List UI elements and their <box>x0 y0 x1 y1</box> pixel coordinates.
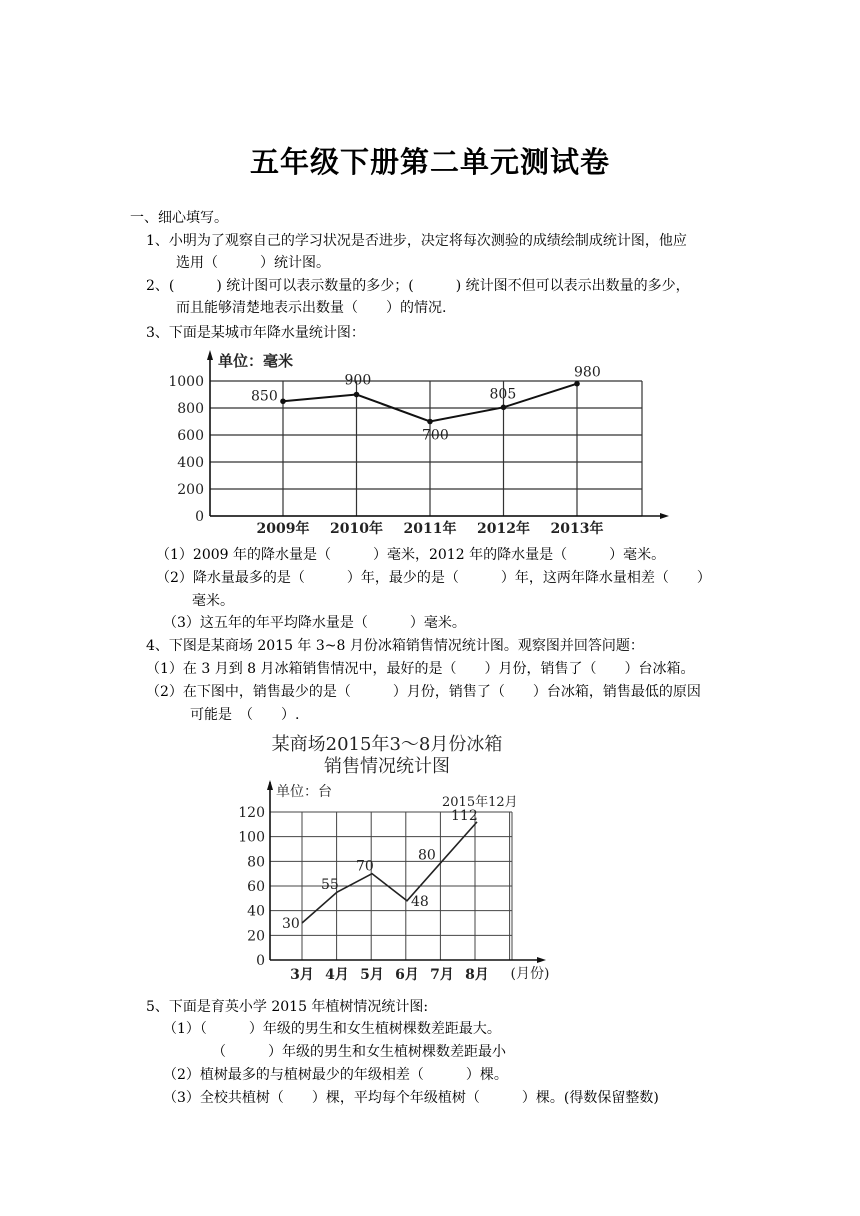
y-tick-label: 0 <box>256 953 265 969</box>
y-tick-label: 200 <box>177 482 204 498</box>
x-axis-arrow <box>660 513 669 519</box>
x-tick-label: 5月 <box>360 967 384 983</box>
y-axis-label: 单位：毫米 <box>218 352 294 370</box>
x-tick-label: 2012年 <box>477 521 530 537</box>
data-label: 900 <box>344 372 372 389</box>
data-label: 48 <box>411 893 429 910</box>
x-axis-label: (月份) <box>510 966 550 982</box>
x-axis-arrow <box>537 957 546 963</box>
data-point <box>574 381 580 387</box>
x-tick-label: 2011年 <box>403 521 457 537</box>
page-title: 五年级下册第二单元测试卷 <box>249 145 610 179</box>
x-tick-label: 3月 <box>290 967 314 983</box>
rainfall-line-chart <box>170 346 670 536</box>
data-label: 70 <box>356 858 374 875</box>
chart-annotation: 2015年12月 <box>442 795 518 810</box>
y-axis-arrow <box>207 350 213 360</box>
data-label: 112 <box>451 807 478 824</box>
data-label: 700 <box>422 427 449 444</box>
data-label: 850 <box>251 388 278 405</box>
y-tick-label: 0 <box>195 509 204 525</box>
x-tick-label: 2009年 <box>256 521 310 537</box>
y-axis-arrow <box>267 780 273 790</box>
fridge-sales-line-chart <box>232 730 572 983</box>
y-axis-label: 单位：台 <box>276 784 332 800</box>
question-5: 5、下面是育英小学 2015 年植树情况统计图: <box>146 999 429 1015</box>
question-5-2: （2）植树最多的与植树最少的年级相差（ ）棵。 <box>163 1067 508 1083</box>
question-5-3: （3）全校共植树（ ）棵，平均每个年级植树（ ）棵。(得数保留整数) <box>163 1090 659 1106</box>
chart-title: 某商场2015年3～8月份冰箱 <box>271 734 503 755</box>
section-heading: 一、细心填写。 <box>130 210 228 226</box>
question-1-cont: 选用（ ）统计图。 <box>176 255 330 271</box>
question-3: 3、下面是某城市年降水量统计图： <box>146 325 365 341</box>
y-tick-label: 100 <box>238 829 265 846</box>
data-point <box>280 398 286 404</box>
y-tick-label: 1000 <box>168 374 204 390</box>
x-tick-label: 2010年 <box>330 521 383 537</box>
question-4-2-cont: 可能是 （ ）. <box>190 707 300 723</box>
question-5-1: （1）（ ）年级的男生和女生植树棵数差距最大。 <box>163 1021 501 1037</box>
question-3-2-cont: 毫米。 <box>192 593 234 609</box>
y-tick-label: 120 <box>238 805 265 821</box>
question-4: 4、下图是某商场 2015 年 3~8 月份冰箱销售情况统计图。观察图并回答问题： <box>146 638 644 654</box>
x-tick-label: 8月 <box>465 967 489 983</box>
y-tick-label: 60 <box>247 879 265 895</box>
data-label: 805 <box>489 386 517 403</box>
question-2-cont: 而且能够清楚地表示出数量（ ）的情况. <box>176 300 447 316</box>
y-tick-label: 600 <box>177 428 204 444</box>
chart-subtitle: 销售情况统计图 <box>324 756 450 777</box>
x-tick-label: 6月 <box>395 967 419 983</box>
data-point <box>354 392 360 398</box>
question-3-3: （3）这五年的年平均降水量是（ ）毫米。 <box>163 615 466 631</box>
data-label: 80 <box>418 847 436 864</box>
data-label: 55 <box>321 877 339 894</box>
data-label: 30 <box>282 916 300 932</box>
x-tick-label: 2013年 <box>550 521 604 537</box>
question-2: 2、( ) 统计图可以表示数量的多少；( ) 统计图不但可以表示出数量的多少， <box>146 278 690 294</box>
question-5-1-cont: （ ）年级的男生和女生植树棵数差距最小 <box>212 1044 506 1060</box>
data-point <box>501 405 507 411</box>
y-tick-label: 400 <box>177 455 204 471</box>
x-tick-label: 7月 <box>430 967 454 983</box>
y-tick-label: 800 <box>177 401 204 417</box>
data-label: 980 <box>574 364 601 381</box>
y-tick-label: 20 <box>247 928 265 945</box>
question-4-2: （2）在下图中，销售最少的是（ ）月份，销售了（ ）台冰箱，销售最低的原因 <box>146 684 701 700</box>
question-4-1: （1）在 3 月到 8 月冰箱销售情况中，最好的是（ ）月份，销售了（ ）台冰箱。 <box>146 661 695 677</box>
question-1: 1、小明为了观察自己的学习状况是否进步，决定将每次测验的成绩绘制成统计图，他应 <box>146 233 687 249</box>
y-tick-label: 40 <box>247 903 265 920</box>
question-3-1: （1）2009 年的降水量是（ ）毫米，2012 年的降水量是（ ）毫米。 <box>156 547 666 563</box>
y-tick-label: 80 <box>247 854 265 871</box>
question-3-2: （2）降水量最多的是（ ）年，最少的是（ ）年，这两年降水量相差（ ） <box>156 570 711 586</box>
x-tick-label: 4月 <box>325 967 349 983</box>
data-point <box>427 419 433 425</box>
